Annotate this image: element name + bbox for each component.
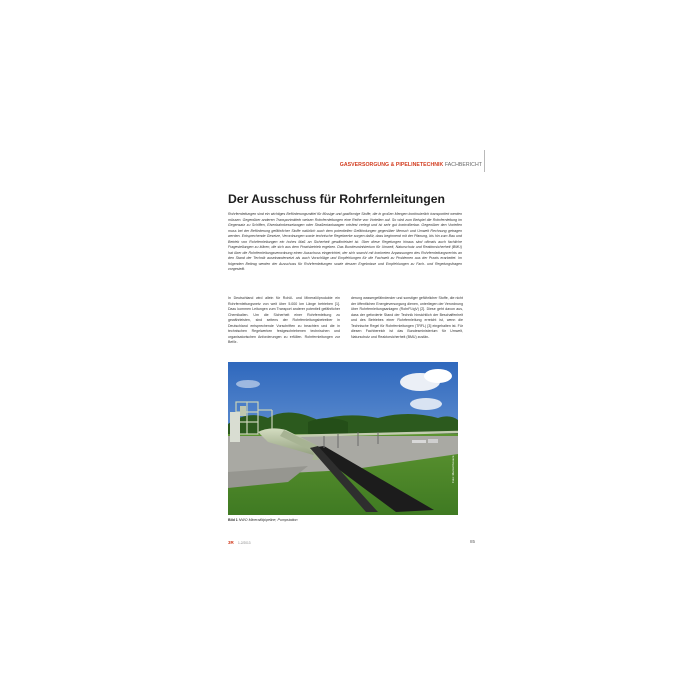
- section-title: GASVERSORGUNG & PIPELINETECHNIK: [339, 162, 444, 168]
- header-rule: [484, 150, 485, 172]
- figure-caption-text: NWO Mineralölpipeline, Pumpstation: [238, 518, 298, 522]
- magazine-page: [222, 150, 484, 552]
- article-lead: Rohrfernleitungen sind ein wichtiges Beförderungsmittel für flüssige und gasförmige Stoffe, die in großen Mengen kontinuierlich transportiert werden müssen. Gegenüber anderen Transportmitteln weisen Rohrfernleitungen eine Reihe von Vorteilen auf. So wird zum Beispiel die Rohrfernleitung im Gegensatz zu Schiffen, Eisenbahnkesselwagen oder Straßentankwagen ortsfest verlegt und ist sehr gut kontrollierbar. Gegenüber den Vorteilen muss bei der Beförderung gefährlicher Stoffe natürlich auch dem potentiellen Gefährdungen gegenüber Mensch und Umwelt Rechnung getragen werden. Entsprechende Gesetze, Verordnungen sowie technische Regelwerke sorgen dafür, dass beginnend mit der Planung, bis hin zum Bau und Betrieb von Rohrfernleitungen ein hohes Maß an Sicherheit gewährleistet ist. Über diese Regelungen hinaus sind oftmals auch fachliche Fragestellungen zu klären, die sich aus dem Praxisbetrieb ergeben. Das Bundesministerium für Umwelt, Naturschutz und Reaktorsicherheit (BMU) hat über die Rohrfernleitungsverordnung einen Ausschuss eingerichtet, der sich sowohl mit konkreten Anpassungen des Rohrfernleitungsrechts an den Stand der Technik auseinandersetzt als auch Vorschläge und Empfehlungen für die Fachwelt zu Problemen aus der Praxis erarbeitet. Im folgenden Beitrag werden der Ausschuss für Rohrfernleitungen sowie dessen Ergebnisse und Empfehlungen zu Fach- und Regelungsfragen vorgestellt.: [228, 212, 462, 272]
- figure-caption: [228, 518, 298, 522]
- page-number: 85: [470, 539, 476, 544]
- body-column-left: In Deutschland wird allein für Rohöl- und Mineralölprodukte ein Rohrfernleitungsnetz von weit über 5.000 km Länge betrieben [1]. Dazu kommen Leitungen zum Transport anderer potentiell gefährlicher Chemikalien. Um die Sicherheit einer Rohrfernleitung zu gewährleisten, sind seitens der Rohrfernleitungsbetreiber in Deutschland entsprechende Vorschriften zu beachten und die in technischen Regelwerken festgeschriebenen technischen und organisatorischen Anforderungen zu erfüllen. Rohrfernleitungen zur Beför-: [228, 296, 340, 345]
- magazine-logo: 3R: [228, 540, 234, 545]
- pipeline-photo-illustration: [228, 362, 458, 515]
- issue-number: 1-2/2013: [238, 541, 251, 545]
- pipeline-photo: [228, 362, 458, 515]
- figure-label: Bild 1: [228, 518, 238, 522]
- article-type: FACHBERICHT: [444, 162, 482, 168]
- article-title: Der Ausschuss für Rohrfernleitungen: [228, 192, 445, 206]
- body-column-right: derung wassergefährdender und sonstiger gefährlicher Stoffe, die nicht der öffentlichen Energieversorgung dienen, unterliegen der Verordnung über Rohrfernleitungsanlagen (RohrFLtgV) [2]. Diese geht davon aus, dass der geforderte Stand der Technik hinsichtlich der Beschaffenheit und des Betriebes einer Rohrfernleitung erreicht ist, wenn die Technische Regel für Rohrfernleitungen (TRFL) [3] eingehalten ist. Für diesen Fachbereich ist das Bundesministerium für Umwelt, Naturschutz und Reaktorsicherheit (BMU) zustän-: [351, 296, 463, 339]
- photo-credit: Foto: Marcel Kovacs: [451, 455, 455, 483]
- section-header: [222, 162, 482, 168]
